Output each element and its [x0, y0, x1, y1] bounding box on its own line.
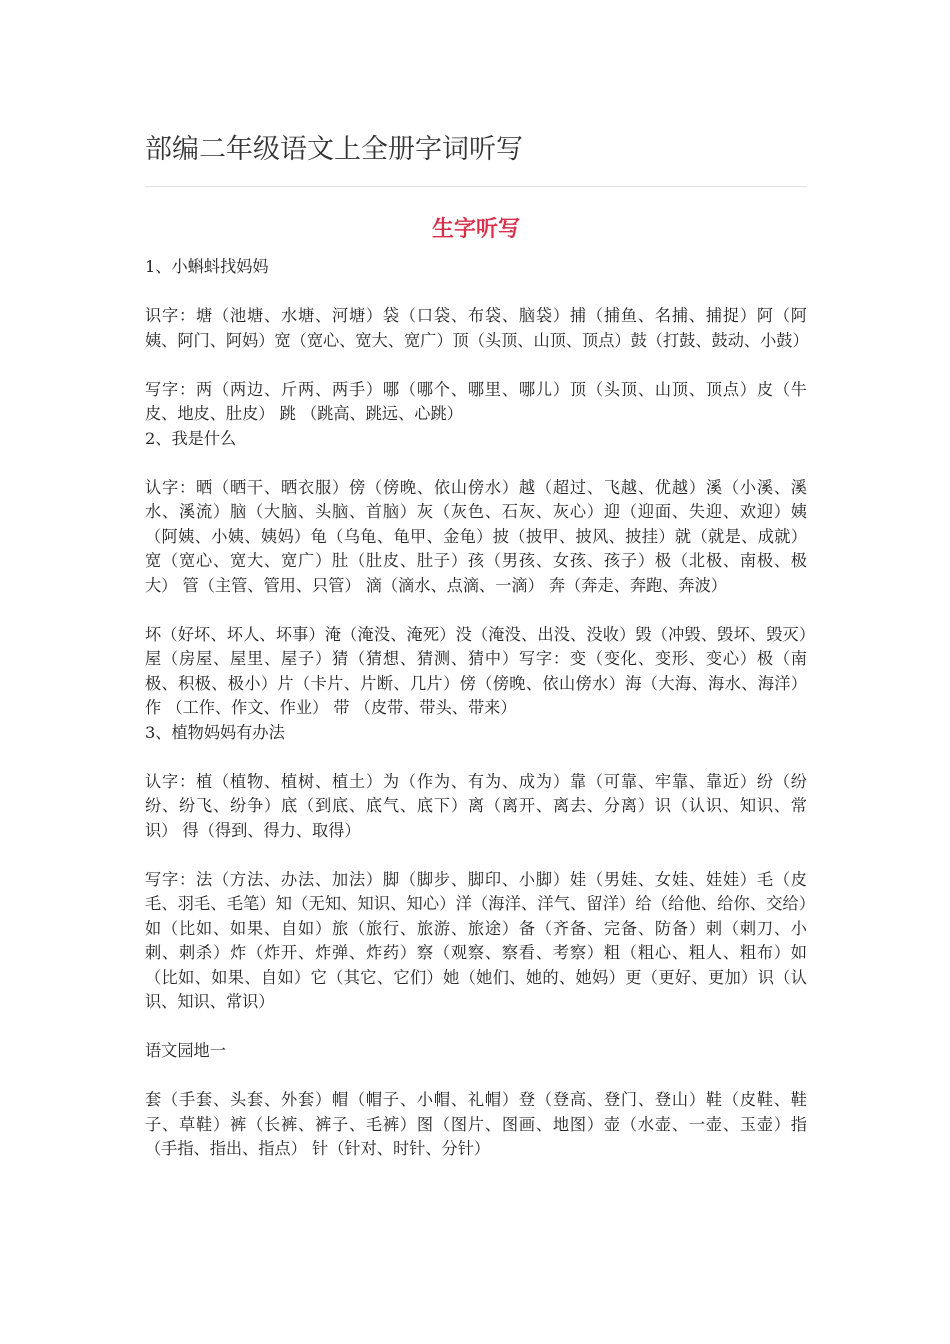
lesson-heading: 语文园地一: [145, 1041, 226, 1060]
paragraph: 认字：植（植物、植树、植土）为（作为、有为、成为）靠（可靠、牢靠、靠近）纷（纷纷、纷飞、纷争）底（到底、底气、底下）离（离开、离去、分离）识（认识、知识、常识） 得（得到、得力、取得）: [145, 771, 807, 840]
section-title: 生字听写: [431, 216, 520, 242]
paragraph: 写字：法（方法、办法、加法）脚（脚步、脚印、小脚）娃（男娃、女娃、娃娃）毛（皮毛、羽毛、毛笔）知（无知、知识、知心）洋（海洋、洋气、留洋）给（给他、给你、交给）如（比如、如果、自如）旅（旅行、旅游、旅途）备（齐备、完备、防备）刺（刺刀、小刺、刺杀）炸（炸开、炸弹、炸药）察（观察、察看、考察）粗（粗心、粗人、粗布）如（比如、如果、自如）它（其它、它们）她（她们、她的、她妈）更（更好、更加）识（认识、知识、常识）: [145, 869, 807, 1011]
title-divider: [145, 186, 807, 187]
paragraph: 识字：塘（池塘、水塘、河塘）袋（口袋、布袋、脑袋）捕（捕鱼、名捕、捕捉）阿（阿姨、阿门、阿妈）宽（宽心、宽大、宽广）顶（头顶、山顶、顶点）鼓（打鼓、鼓动、小鼓）: [145, 306, 809, 350]
lesson-heading: 2、我是什么: [145, 428, 237, 448]
document-title: 部编二年级语文上全册字词听写: [145, 134, 523, 165]
paragraph: 写字：两（两边、斤两、两手）哪（哪个、哪里、哪儿）顶（头顶、山顶、顶点）皮（牛皮、地皮、肚皮） 跳 （跳高、跳远、心跳）: [145, 379, 807, 423]
lesson-heading: 3、植物妈妈有办法: [145, 722, 285, 742]
lesson-heading: 1、小蝌蚪找妈妈: [145, 257, 269, 276]
paragraph: 套（手套、头套、外套）帽（帽子、小帽、礼帽）登（登高、登门、登山）鞋（皮鞋、鞋子、草鞋）裤（长裤、裤子、毛裤）图（图片、图画、地图）壶（水壶、一壶、玉壶）指（手指、指出、指点） 针（针对、时针、分针）: [145, 1090, 807, 1158]
document-body: [145, 255, 807, 1162]
paragraph: 认字：晒（晒干、晒衣服）傍（傍晚、依山傍水）越（超过、飞越、优越）溪（小溪、溪水、溪流）脑（大脑、头脑、首脑）灰（灰色、石灰、灰心）迎（迎面、失迎、欢迎）姨（阿姨、小姨、姨妈）龟（乌龟、龟甲、金龟）披（披甲、披风、披挂）就（就是、成就）宽（宽心、宽大、宽广）肚（肚皮、肚子）孩（男孩、女孩、孩子）极（北极、南极、极大） 管（主管、管用、只管） 滴（滴水、点滴、一滴） 奔（奔走、奔跑、奔波）: [145, 477, 807, 595]
paragraph: 坏（好坏、坏人、坏事）淹（淹没、淹死）没（淹没、出没、没收）毁（冲毁、毁坏、毁灭）屋（房屋、屋里、屋子）猜（猜想、猜测、猜中）写字：变（变化、变形、变心）极（南极、积极、极小）片（卡片、片断、几片）傍（傍晚、依山傍水）海（大海、海水、海洋） 作 （工作、作文、作业） 带 （皮带、带头、带来）: [145, 624, 807, 717]
